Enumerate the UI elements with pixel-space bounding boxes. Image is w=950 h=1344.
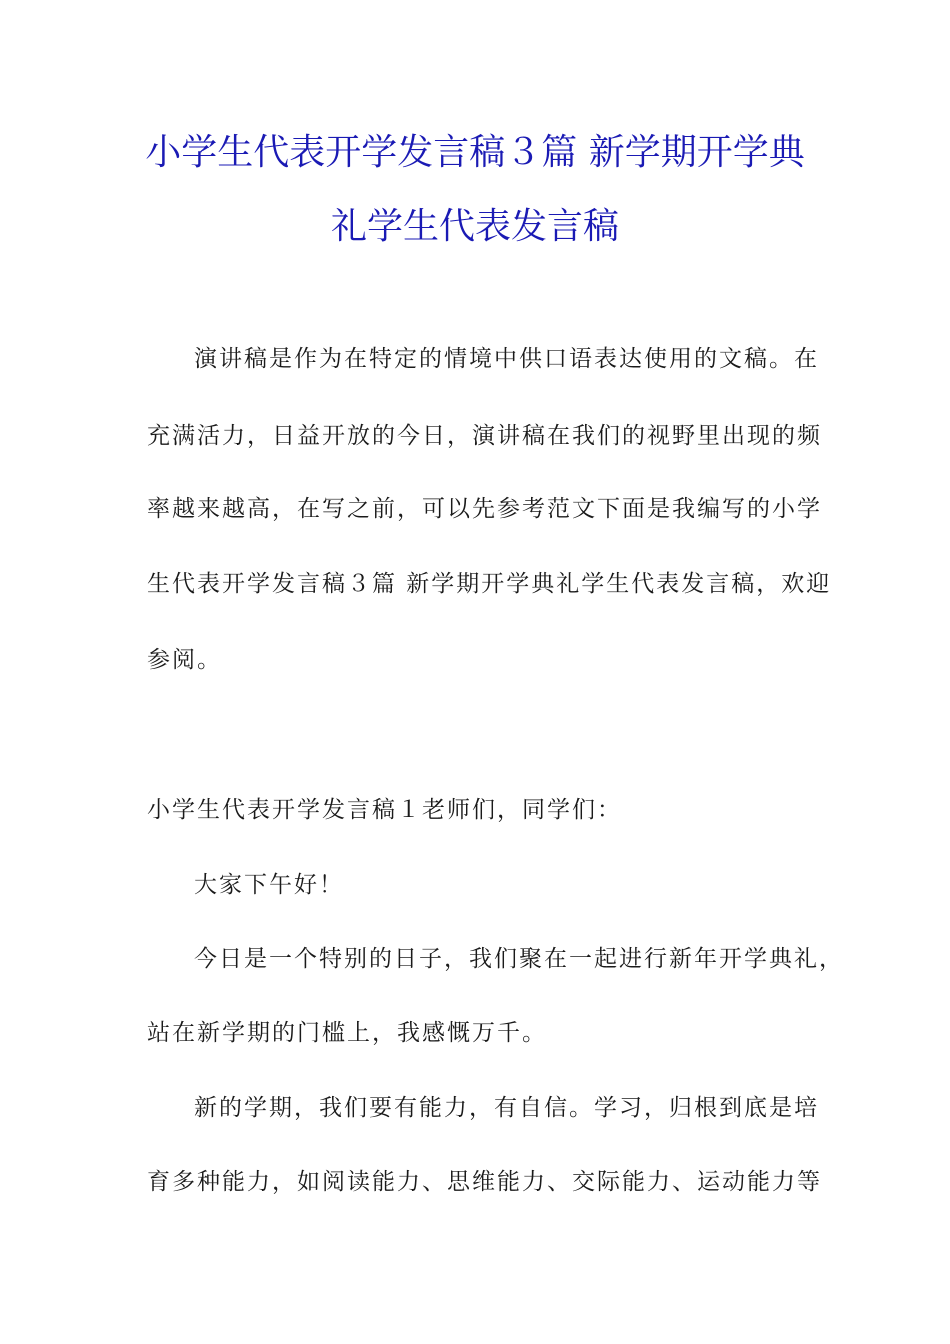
intro-paragraph-line: 率越来越高，在写之前，可以先参考范文下面是我编写的小学 (147, 496, 822, 522)
intro-paragraph-line: 参阅。 (147, 647, 222, 673)
document-title-line-2: 礼学生代表发言稿 (330, 206, 619, 247)
intro-paragraph-line: 充满活力，日益开放的今日，演讲稿在我们的视野里出现的频 (147, 423, 822, 449)
body-paragraph-line: 站在新学期的门槛上，我感慨万千。 (147, 1020, 547, 1046)
body-paragraph-line: 新的学期，我们要有能力，有自信。学习，归根到底是培 (194, 1095, 819, 1121)
intro-paragraph-line: 生代表开学发言稿３篇 新学期开学典礼学生代表发言稿，欢迎 (147, 571, 832, 597)
body-paragraph-line: 大家下午好！ (194, 872, 344, 898)
body-paragraph-line: 今日是一个特别的日子，我们聚在一起进行新年开学典礼， (194, 946, 844, 972)
section-heading: 小学生代表开学发言稿１老师们，同学们： (147, 797, 622, 823)
body-paragraph-line: 育多种能力，如阅读能力、思维能力、交际能力、运动能力等 (147, 1169, 822, 1195)
document-title-line-1: 小学生代表开学发言稿３篇 新学期开学典 (145, 132, 805, 173)
intro-paragraph-line: 演讲稿是作为在特定的情境中供口语表达使用的文稿。在 (194, 346, 819, 372)
